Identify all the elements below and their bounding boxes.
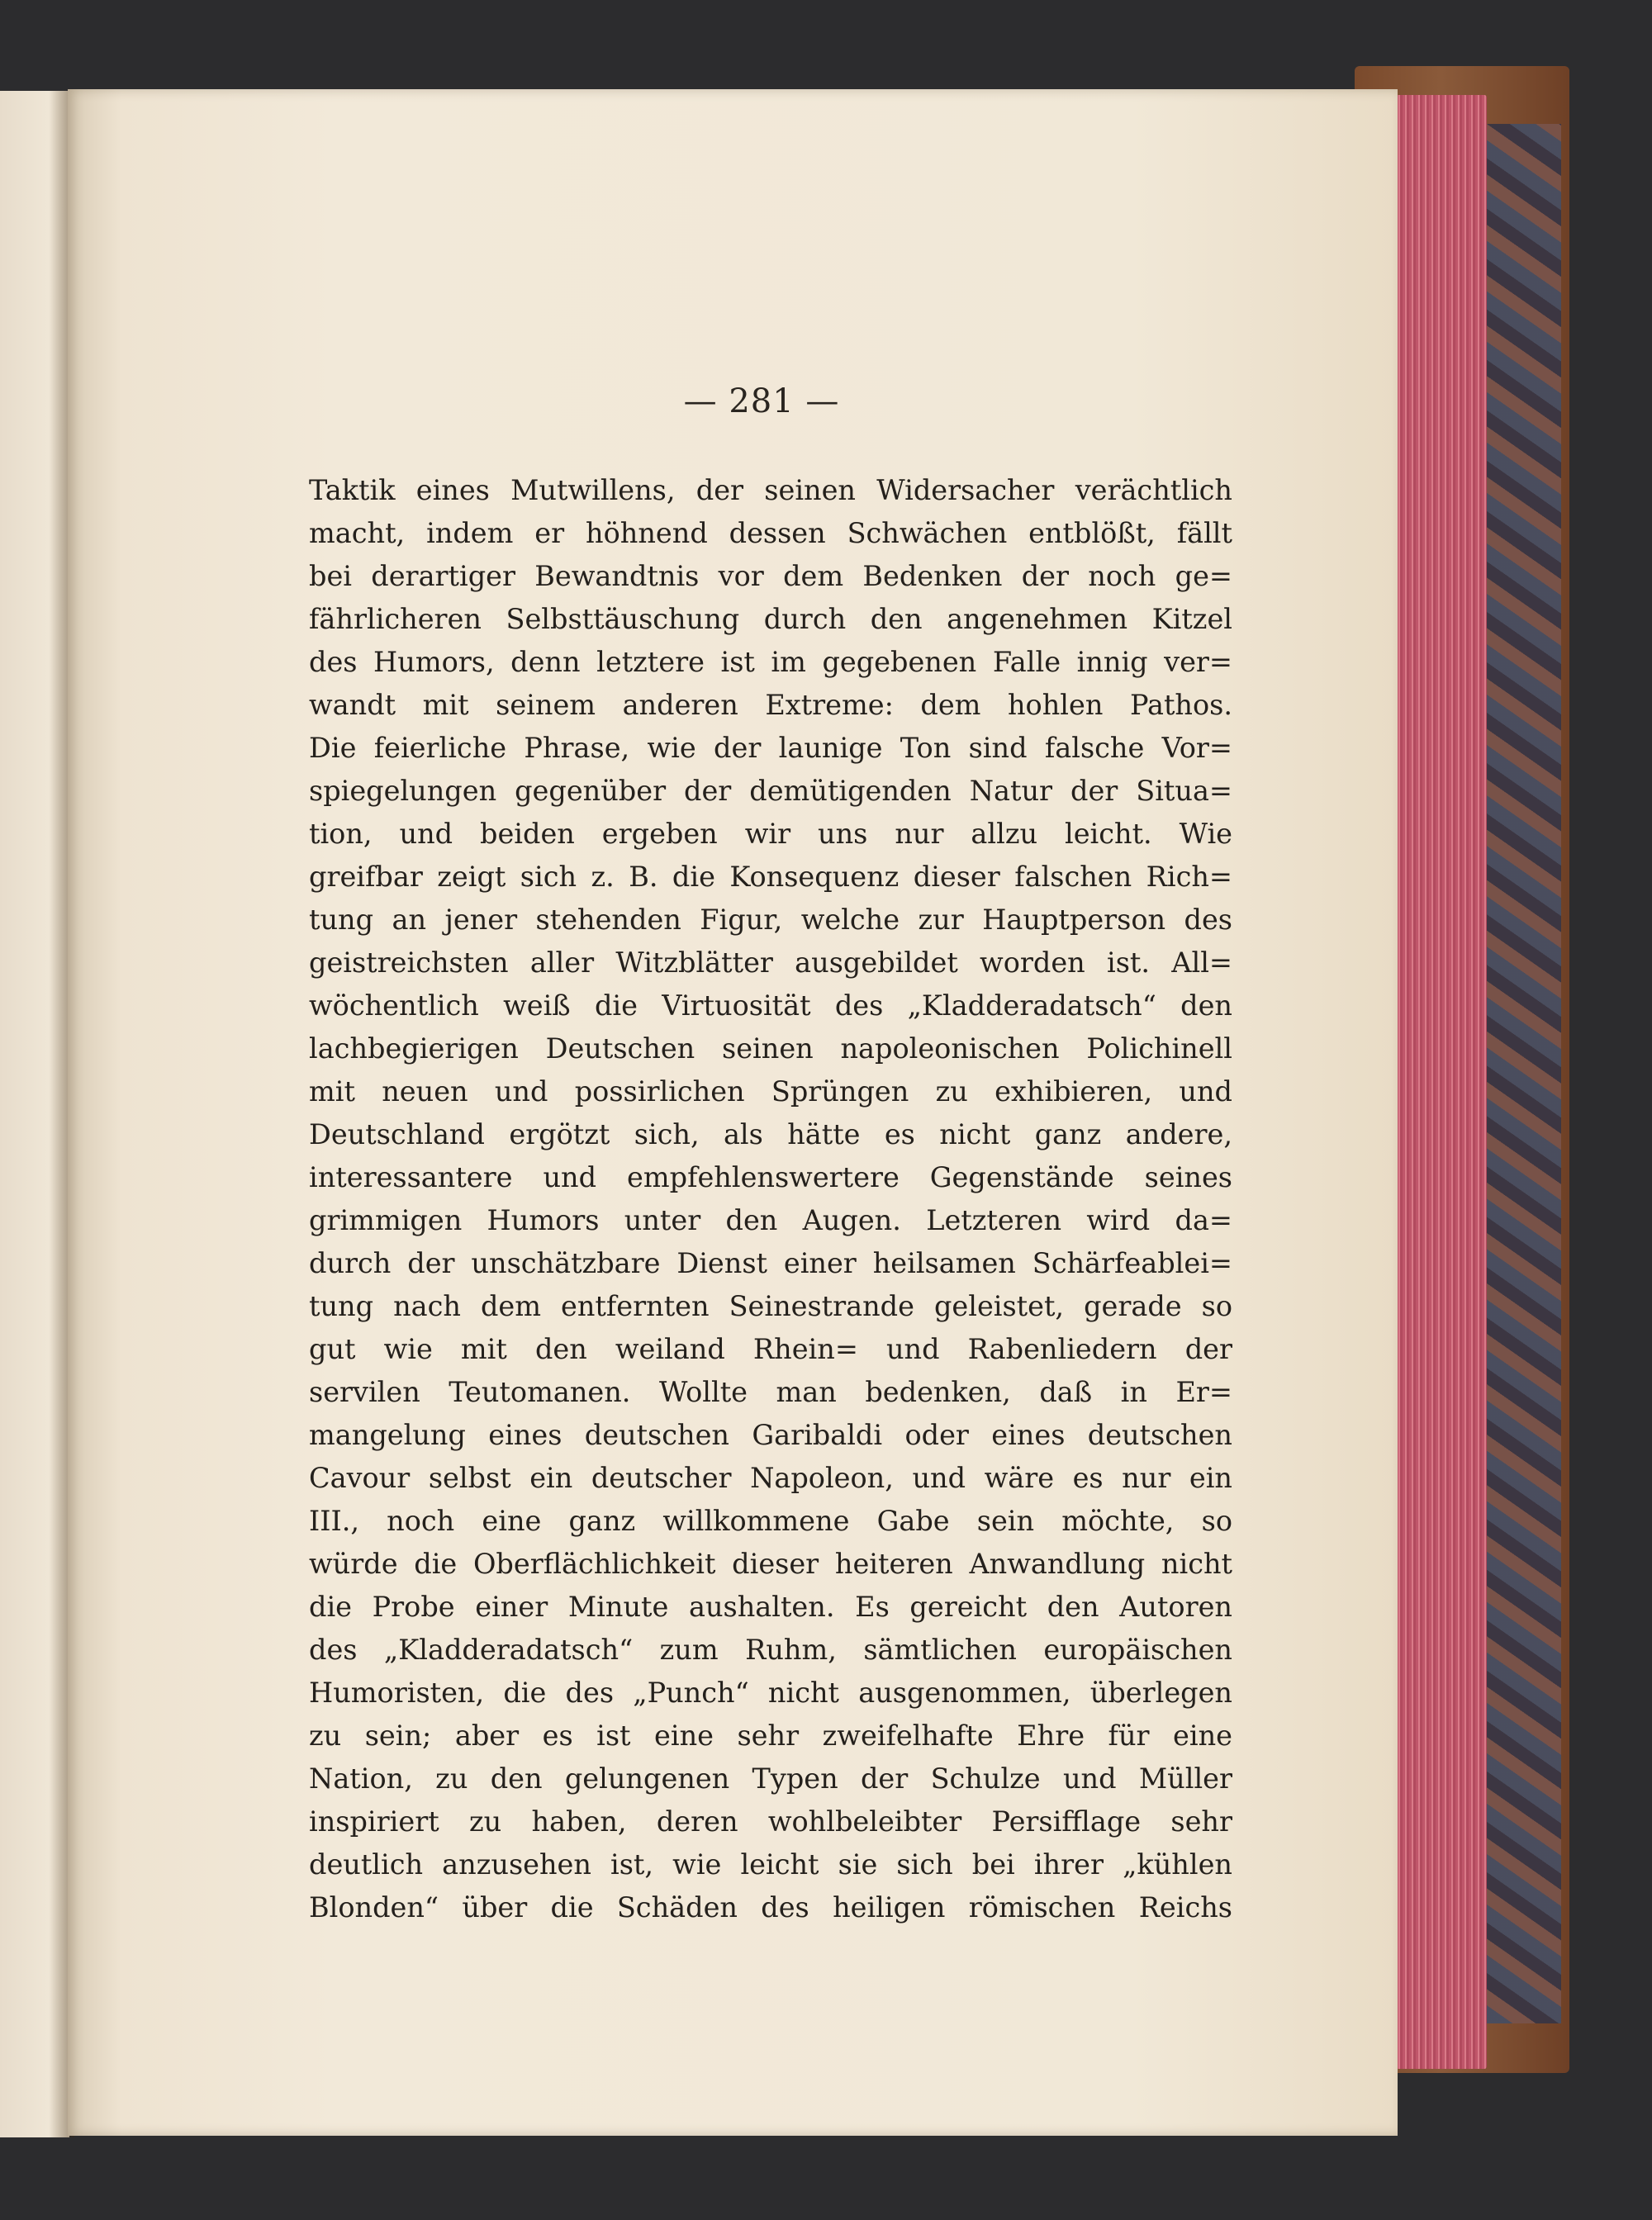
text-line: fährlicheren Selbsttäuschung durch den angenehmen Kitzel bbox=[309, 603, 1232, 635]
text-line: Humoristen, die des „Punch“ nicht ausgenommen, überlegen bbox=[309, 1677, 1232, 1709]
marbled-endpaper bbox=[1487, 124, 1561, 2023]
book-page bbox=[68, 89, 1398, 2136]
text-line: tion, und beiden ergeben wir uns nur allzu leicht. Wie bbox=[309, 818, 1232, 850]
text-line: mangelung eines deutschen Garibaldi oder eines deutschen bbox=[309, 1419, 1232, 1451]
page-text-block bbox=[309, 469, 1232, 1929]
text-line: des „Kladderadatsch“ zum Ruhm, sämtlichen europäischen bbox=[309, 1634, 1232, 1666]
text-line: tung an jener stehenden Figur, welche zur Hauptperson des bbox=[309, 904, 1232, 936]
text-line: Die feierliche Phrase, wie der launige Ton sind falsche Vor= bbox=[309, 732, 1232, 764]
page-number: — 281 — bbox=[683, 382, 840, 420]
text-line: geistreichsten aller Witzblätter ausgebildet worden ist. All= bbox=[309, 946, 1232, 979]
text-line: macht, indem er höhnend dessen Schwächen entblößt, fällt bbox=[309, 517, 1232, 549]
text-line: durch der unschätzbare Dienst einer heilsamen Schärfeablei= bbox=[309, 1247, 1232, 1279]
text-line: deutlich anzusehen ist, wie leicht sie sich bei ihrer „kühlen bbox=[309, 1848, 1232, 1881]
text-line: Cavour selbst ein deutscher Napoleon, und wäre es nur ein bbox=[309, 1462, 1232, 1494]
text-line: wandt mit seinem anderen Extreme: dem hohlen Pathos. bbox=[309, 689, 1232, 721]
text-line: lachbegierigen Deutschen seinen napoleonischen Polichinell bbox=[309, 1032, 1232, 1065]
text-line: III., noch eine ganz willkommene Gabe sein möchte, so bbox=[309, 1505, 1232, 1537]
text-line: wöchentlich weiß die Virtuosität des „Kladderadatsch“ den bbox=[309, 989, 1232, 1022]
text-line: servilen Teutomanen. Wollte man bedenken, daß in Er= bbox=[309, 1376, 1232, 1408]
text-line: inspiriert zu haben, deren wohlbeleibter Persifflage sehr bbox=[309, 1805, 1232, 1838]
text-line: zu sein; aber es ist eine sehr zweifelhafte Ehre für eine bbox=[309, 1720, 1232, 1752]
text-line: tung nach dem entfernten Seinestrande geleistet, gerade so bbox=[309, 1290, 1232, 1322]
text-line: würde die Oberflächlichkeit dieser heiteren Anwandlung nicht bbox=[309, 1548, 1232, 1580]
text-line: spiegelungen gegenüber der demütigenden Natur der Situa= bbox=[309, 775, 1232, 807]
text-line: gut wie mit den weiland Rhein= und Rabenliedern der bbox=[309, 1333, 1232, 1365]
text-line: Taktik eines Mutwillens, der seinen Widersacher verächtlich bbox=[309, 474, 1232, 506]
text-line: interessantere und empfehlenswertere Gegenstände seines bbox=[309, 1161, 1232, 1193]
text-line: grimmigen Humors unter den Augen. Letzteren wird da= bbox=[309, 1204, 1232, 1236]
text-line: Blonden“ über die Schäden des heiligen römischen Reichs bbox=[309, 1891, 1232, 1924]
text-line: die Probe einer Minute aushalten. Es gereicht den Autoren bbox=[309, 1591, 1232, 1623]
text-line: mit neuen und possirlichen Sprüngen zu exhibieren, und bbox=[309, 1075, 1232, 1108]
text-line: des Humors, denn letztere ist im gegebenen Falle innig ver= bbox=[309, 646, 1232, 678]
text-line: Nation, zu den gelungenen Typen der Schulze und Müller bbox=[309, 1762, 1232, 1795]
text-line: greifbar zeigt sich z. B. die Konsequenz dieser falschen Rich= bbox=[309, 861, 1232, 893]
text-line: bei derartiger Bewandtnis vor dem Bedenken der noch ge= bbox=[309, 560, 1232, 592]
text-line: Deutschland ergötzt sich, als hätte es nicht ganz andere, bbox=[309, 1118, 1232, 1150]
